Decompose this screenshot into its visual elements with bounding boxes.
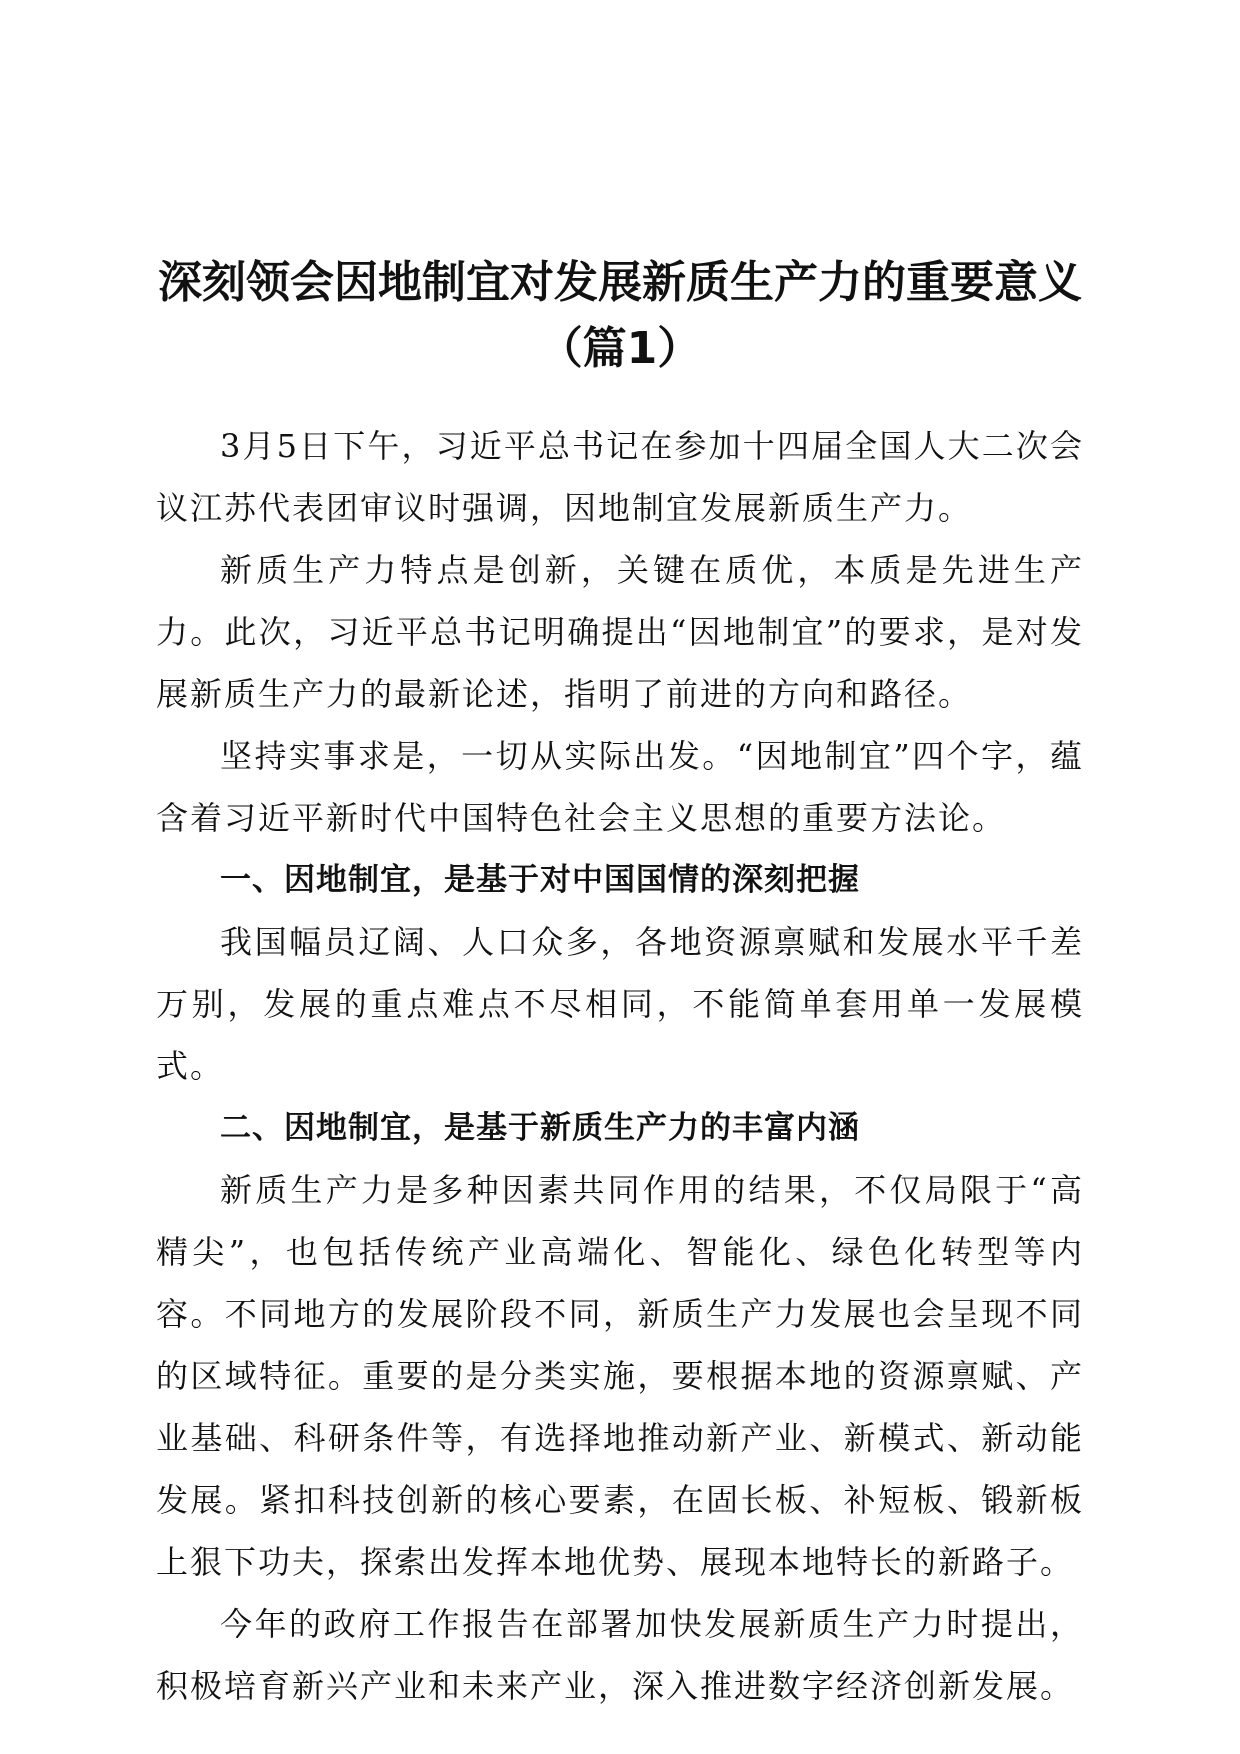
document-title: 深刻领会因地制宜对发展新质生产力的重要意义（篇1）: [158, 257, 1082, 374]
document-body: [156, 415, 1084, 1717]
section-2-paragraph-1: 新质生产力是多种因素共同作用的结果，不仅局限于“高精尖”，也包括传统产业高端化、智能化、绿色化转型等内容。不同地方的发展阶段不同，新质生产力发展也会呈现不同的区域特征。重要的是分类实施，要根据本地的资源禀赋、产业基础、科研条件等，有选择地推动新产业、新模式、新动能发展。紧扣科技创新的核心要素，在固长板、补短板、锻新板上狠下功夫，探索出发挥本地优势、展现本地特长的新路子。: [156, 1171, 1084, 1581]
section-1-heading: 一、因地制宜，是基于对中国国情的深刻把握: [220, 862, 860, 898]
intro-paragraph-3: 坚持实事求是，一切从实际出发。“因地制宜”四个字，蕴含着习近平新时代中国特色社会主义思想的重要方法论。: [156, 737, 1084, 837]
section-2-heading: 二、因地制宜，是基于新质生产力的丰富内涵: [220, 1110, 860, 1146]
section-2-paragraph-2: 今年的政府工作报告在部署加快发展新质生产力时提出，积极培育新兴产业和未来产业，深入推进数字经济创新发展。: [156, 1605, 1084, 1705]
intro-paragraph-2: 新质生产力特点是创新，关键在质优，本质是先进生产力。此次，习近平总书记明确提出“因地制宜”的要求，是对发展新质生产力的最新论述，指明了前进的方向和路径。: [156, 551, 1084, 713]
intro-paragraph-1: 3月5日下午，习近平总书记在参加十四届全国人大二次会议江苏代表团审议时强调，因地制宜发展新质生产力。: [156, 427, 1084, 527]
section-1-paragraph: 我国幅员辽阔、人口众多，各地资源禀赋和发展水平千差万别，发展的重点难点不尽相同，不能简单套用单一发展模式。: [156, 923, 1084, 1085]
